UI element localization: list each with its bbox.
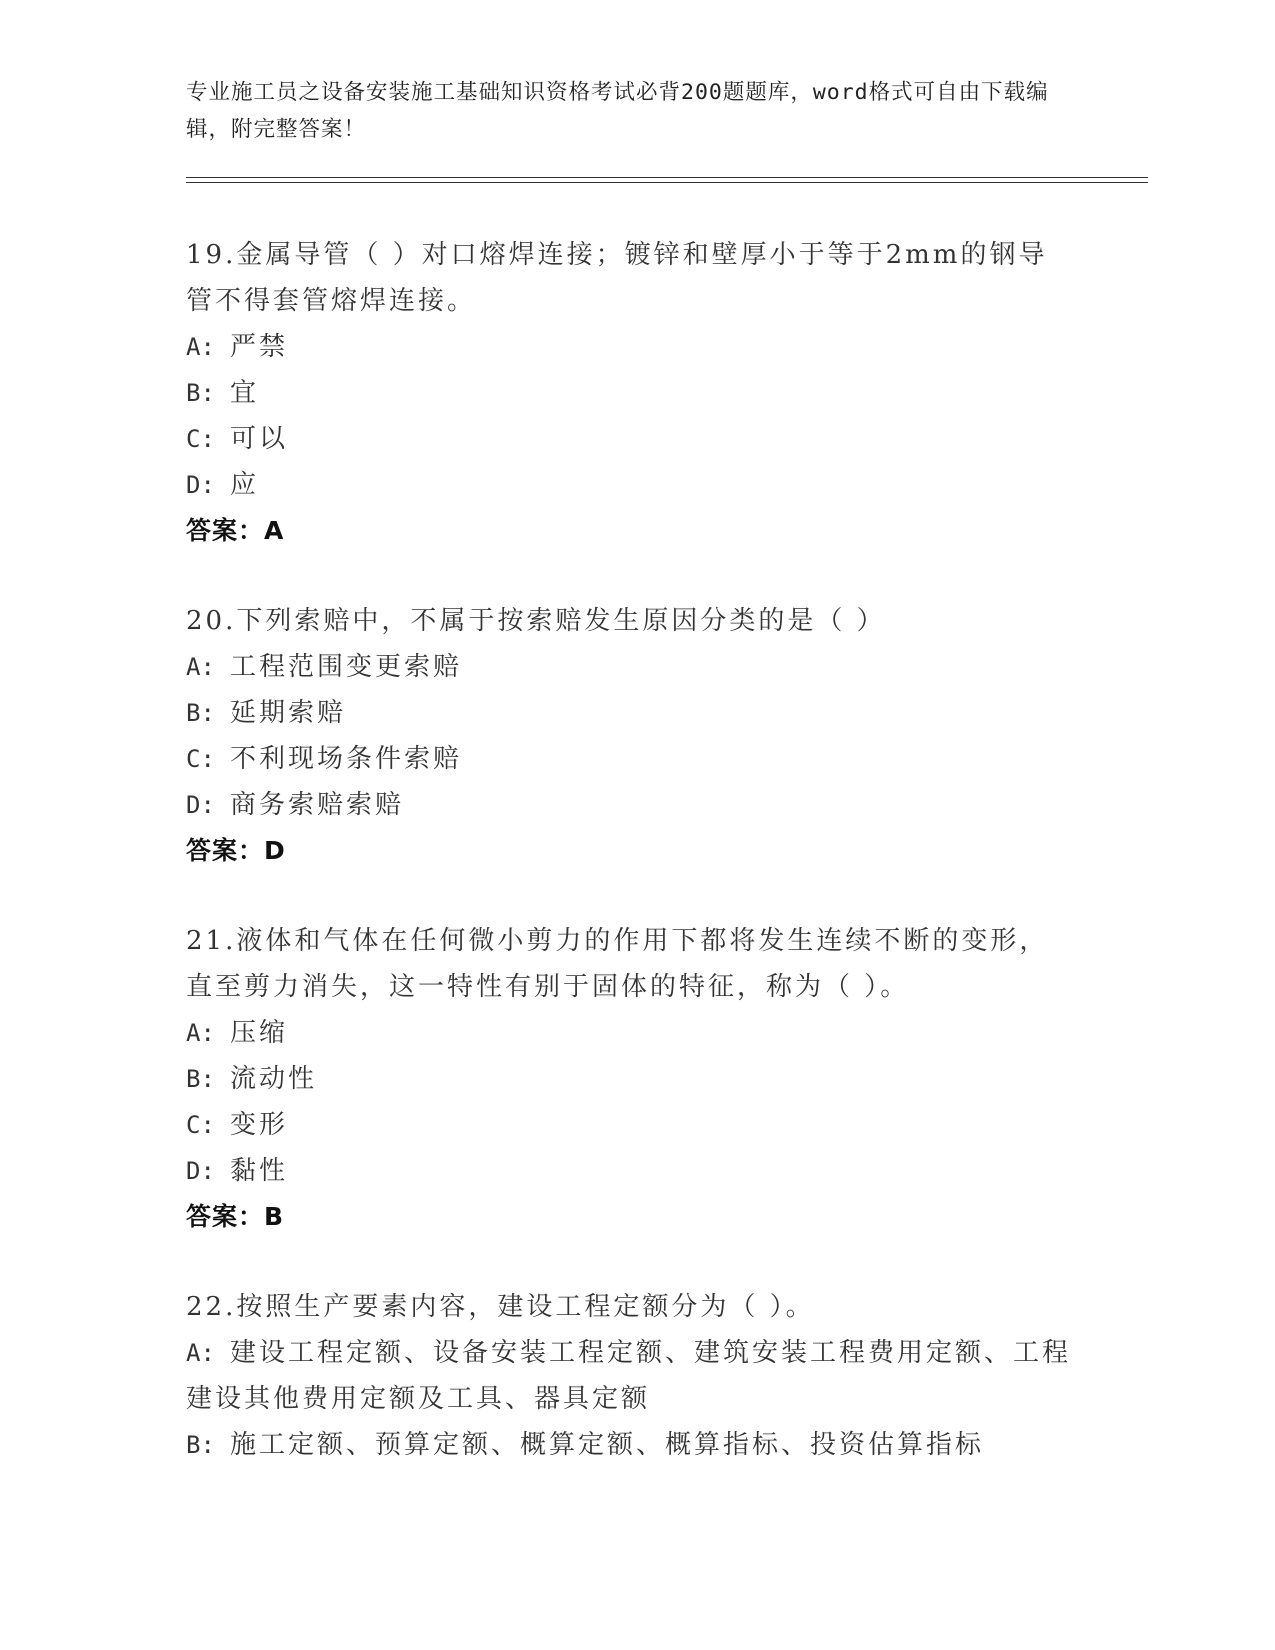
option-letter: D: [186, 1157, 215, 1185]
option-letter: A: [186, 1019, 215, 1047]
option-text: 黏性 [230, 1156, 289, 1186]
option-letter: C: [186, 1111, 215, 1139]
option-c [186, 416, 1076, 462]
question-stem: 19.金属导管（ ）对口熔焊连接；镀锌和壁厚小于等于2mm的钢导管不得套管熔焊连接。 [186, 240, 1048, 316]
answer-label: 答案： [186, 836, 265, 865]
option-letter: A: [186, 333, 215, 361]
option-letter: B: [186, 699, 215, 727]
option-text: 压缩 [230, 1018, 289, 1048]
option-letter: B: [186, 1431, 215, 1459]
question-19 [186, 232, 1076, 554]
answer-line [186, 828, 1076, 874]
question-22 [186, 1284, 1076, 1468]
option-text: 变形 [230, 1110, 289, 1140]
option-letter: D: [186, 791, 215, 819]
answer-line [186, 508, 1076, 554]
option-text: 宜 [230, 378, 260, 408]
option-a [186, 1330, 1076, 1422]
option-text: 应 [230, 470, 260, 500]
header-divider-bottom [186, 182, 1148, 183]
option-text: 工程范围变更索赔 [230, 652, 463, 682]
option-b [186, 1056, 1076, 1102]
option-text: 建设工程定额、设备安装工程定额、建筑安装工程费用定额、工程建设其他费用定额及工具、器具定额 [186, 1338, 1072, 1414]
header-divider-top [186, 177, 1148, 178]
question-21 [186, 918, 1076, 1240]
option-text: 严禁 [230, 332, 289, 362]
option-text: 流动性 [230, 1064, 318, 1094]
question-list [186, 232, 1076, 1512]
option-letter: B: [186, 1065, 215, 1093]
option-letter: C: [186, 425, 215, 453]
question-stem: 22.按照生产要素内容，建设工程定额分为（ ）。 [186, 1292, 815, 1322]
option-text: 可以 [230, 424, 289, 454]
option-b [186, 1422, 1076, 1468]
option-text: 商务索赔索赔 [230, 790, 405, 820]
option-a [186, 324, 1076, 370]
answer-line [186, 1194, 1076, 1240]
option-b [186, 690, 1076, 736]
option-letter: C: [186, 745, 215, 773]
document-header: 专业施工员之设备安装施工基础知识资格考试必背200题题库，word格式可自由下载编辑，附完整答案！ [186, 80, 1049, 142]
question-20 [186, 598, 1076, 874]
option-d [186, 462, 1076, 508]
option-d [186, 1148, 1076, 1194]
answer-value: A [264, 516, 285, 545]
option-c [186, 736, 1076, 782]
option-text: 施工定额、预算定额、概算定额、概算指标、投资估算指标 [230, 1430, 985, 1460]
answer-label: 答案： [186, 1202, 265, 1231]
option-a [186, 644, 1076, 690]
question-stem: 21.液体和气体在任何微小剪力的作用下都将发生连续不断的变形，直至剪力消失，这一特性有别于固体的特征，称为（ ）。 [186, 926, 1049, 1002]
option-b [186, 370, 1076, 416]
answer-label: 答案： [186, 516, 265, 545]
answer-value: D [264, 836, 286, 865]
question-stem: 20.下列索赔中，不属于按索赔发生原因分类的是（ ） [186, 606, 886, 636]
option-letter: A: [186, 653, 215, 681]
option-text: 延期索赔 [230, 698, 347, 728]
option-letter: B: [186, 379, 215, 407]
answer-value: B [264, 1202, 285, 1231]
option-d [186, 782, 1076, 828]
option-letter: D: [186, 471, 215, 499]
option-a [186, 1010, 1076, 1056]
option-text: 不利现场条件索赔 [230, 744, 463, 774]
option-c [186, 1102, 1076, 1148]
option-letter: A: [186, 1339, 215, 1367]
